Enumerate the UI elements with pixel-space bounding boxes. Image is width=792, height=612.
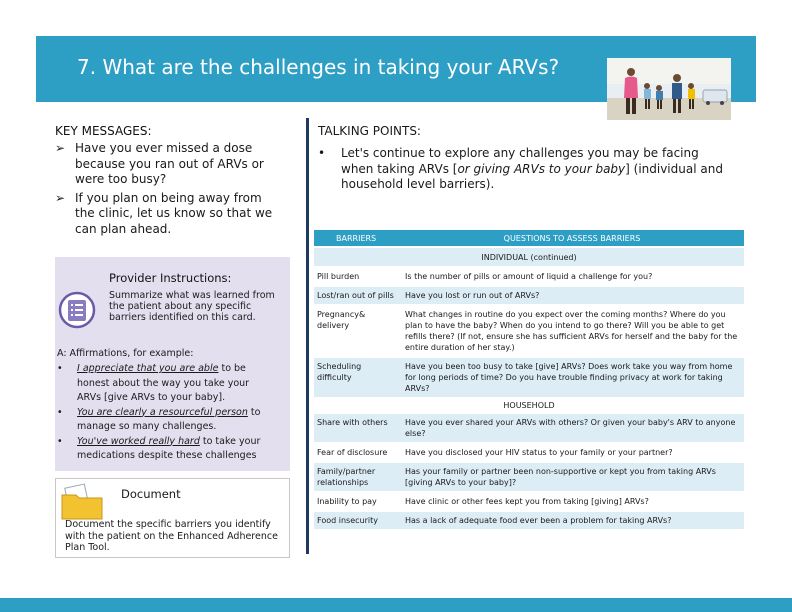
question-cell: Have you been too busy to take [give] ARVs? Does work take you way from home for long periods of time? Do you have trouble finding privacy at work for taking ARVs?: [405, 362, 733, 393]
question-cell: Have you ever shared your ARVs with others? Or given your baby's ARV to anyone else?: [405, 418, 736, 438]
question-cell: Has your family or partner been non-supportive or kept you from taking ARVs [giving ARVs to your baby]?: [405, 467, 716, 487]
provider-summary: Summarize what was learned from the patient about any specific barriers identified on this card.: [109, 290, 275, 323]
affirmation-text: [77, 435, 267, 464]
question-cell: Have you lost or run out of ARVs?: [405, 291, 540, 300]
document-title: Document: [121, 487, 181, 501]
bullet-dot: •: [318, 146, 326, 160]
arrow-bullet-icon: ➢: [55, 190, 66, 205]
barrier-cell: Scheduling difficulty: [317, 362, 362, 382]
question-cell: Have you disclosed your HIV status to your family or your partner?: [405, 448, 673, 457]
barriers-table: [314, 230, 744, 529]
key-messages: [55, 124, 285, 237]
talking-points-title: TALKING POINTS:: [318, 124, 421, 138]
key-messages-title: KEY MESSAGES:: [55, 124, 152, 138]
affirmation-item: [57, 435, 267, 464]
barrier-cell: Pill burden: [317, 272, 360, 281]
table-row: [314, 442, 744, 461]
affirmation-item: [57, 362, 267, 406]
column-divider: [306, 118, 309, 554]
barrier-cell: Lost/ran out of pills: [317, 291, 394, 300]
family-walking-illustration: [607, 58, 731, 120]
barrier-cell: Family/partner relationships: [317, 467, 376, 487]
affirmation-lead: I appreciate that you are able: [77, 363, 219, 374]
question-cell: Has a lack of adequate food ever been a problem for taking ARVs?: [405, 516, 672, 525]
provider-instructions-title: Provider Instructions:: [109, 271, 232, 285]
talking-point-pre: Let's continue to explore any challenges you may be facing when taking ARVs [: [341, 146, 699, 176]
bullet-dot: •: [57, 406, 63, 418]
barrier-cell: Fear of disclosure: [317, 448, 388, 457]
talking-point-item: [318, 146, 728, 193]
arrow-bullet-icon: ➢: [55, 141, 66, 155]
table-row: [314, 491, 744, 510]
checklist-icon: [57, 287, 97, 333]
affirmations-list: [57, 362, 267, 464]
bullet-dot: •: [57, 363, 63, 374]
page-title: 7. What are the challenges in taking your ARVs?: [77, 55, 560, 79]
column-header-questions: QUESTIONS TO ASSESS BARRIERS: [503, 233, 641, 243]
affirmation-rest: to be honest about the way you take your ARVs [give ARVs to your baby].: [77, 363, 250, 403]
affirmation-rest: to take your medications despite these challenges: [77, 435, 261, 461]
key-message-item: [55, 191, 285, 238]
barrier-cell: Food insecurity: [317, 516, 378, 525]
table-row: [314, 266, 744, 285]
key-message-item: [55, 141, 285, 188]
barrier-cell: Pregnancy& delivery: [317, 310, 366, 330]
footer-band: [0, 598, 792, 612]
barrier-cell: Share with others: [317, 418, 388, 427]
affirmation-item: [57, 406, 267, 435]
table-row: [314, 356, 744, 397]
section-household: HOUSEHOLD: [314, 397, 744, 412]
affirmation-text: [77, 362, 267, 406]
table-row: [314, 285, 744, 304]
column-header-barriers: BARRIERS: [336, 233, 377, 243]
document-text: Document the specific barriers you identify with the patient on the Enhanced Adherence Plan Tool.: [65, 519, 278, 553]
key-message-text: If you plan on being away from the clinic, let us know so that we can plan ahead.: [75, 190, 273, 236]
folder-icon: [60, 483, 104, 521]
table-row: [314, 510, 744, 529]
affirmations-title: A: Affirmations, for example:: [57, 348, 194, 359]
affirmation-text: [77, 406, 267, 435]
affirmation-rest: to manage so many challenges.: [77, 406, 261, 432]
bullet-dot: •: [57, 435, 63, 447]
talking-point-text: [341, 146, 728, 193]
affirmation-lead: You are clearly a resourceful person: [77, 406, 248, 418]
table-row: [314, 412, 744, 442]
barrier-cell: Inability to pay: [317, 497, 377, 506]
section-individual: INDIVIDUAL (continued): [314, 246, 744, 266]
question-cell: What changes in routine do you expect over the coming months? Where do you plan to have the baby? When do you intend to go there? Will you be able to get refills there? (If not, ensure she has sufficient ARVs for herself and the baby for the entire duration of her stay.): [405, 310, 738, 352]
talking-point-post: ] (individual and household level barriers).: [341, 161, 723, 191]
table-row: [314, 461, 744, 491]
question-cell: Have clinic or other fees kept you from taking [giving] ARVs?: [405, 497, 649, 506]
table-header: [314, 230, 744, 246]
table-row: [314, 304, 744, 356]
affirmation-lead: You've worked really hard: [77, 435, 200, 447]
talking-point-italic: or giving ARVs to your baby: [457, 161, 626, 176]
question-cell: Is the number of pills or amount of liquid a challenge for you?: [405, 272, 653, 281]
key-message-text: Have you ever missed a dose because you ran out of ARVs or were too busy?: [75, 141, 264, 186]
